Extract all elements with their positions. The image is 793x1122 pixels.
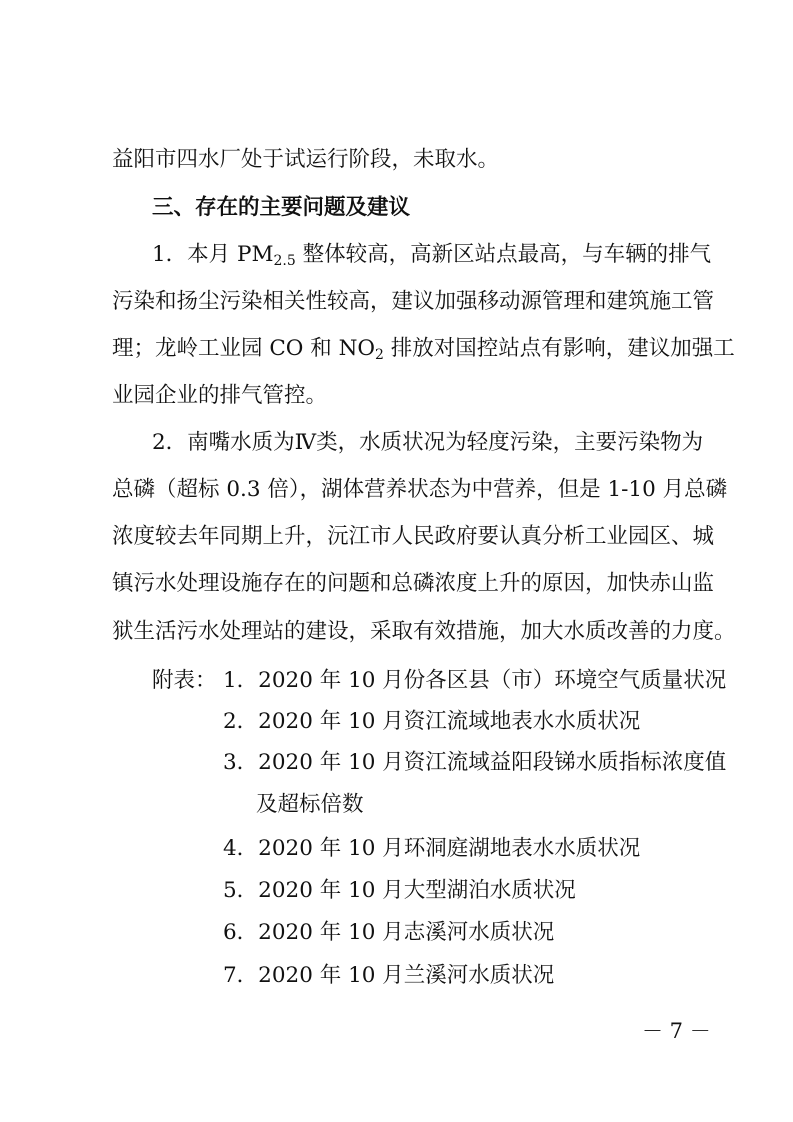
attachment-item: 3．2020 年 10 月资江流域益阳段锑水质指标浓度值: [223, 750, 727, 775]
issue1-line3-before: 理；龙岭工业园 CO 和 NO: [112, 336, 376, 361]
attachment-item-continuation: 及超标倍数: [256, 792, 364, 817]
issue2-line2: 总磷（超标 0.3 倍），湖体营养状态为中营养，但是 1-10 月总磷: [112, 477, 728, 502]
issue2-line3: 浓度较去年同期上升，沅江市人民政府要认真分析工业园区、城: [112, 524, 715, 549]
attachments-label: 附表：: [152, 668, 217, 693]
issue2-line5: 狱生活污水处理站的建设，采取有效措施，加大水质改善的力度。: [112, 619, 736, 644]
issue1-line2: 污染和扬尘污染相关性较高，建议加强移动源管理和建筑施工管: [112, 289, 715, 314]
attachment-item: 4．2020 年 10 月环洞庭湖地表水水质状况: [223, 836, 641, 861]
pm-subscript: 2.5: [273, 253, 296, 269]
issue1-line1: [112, 240, 712, 270]
issue2-line4: 镇污水处理设施存在的问题和总磷浓度上升的原因，加快赤山监: [112, 571, 715, 596]
attachment-item: 1．2020 年 10 月份各区县（市）环境空气质量状况: [223, 668, 727, 693]
attachment-item: 6．2020 年 10 月志溪河水质状况: [223, 920, 555, 945]
attachment-item: 7．2020 年 10 月兰溪河水质状况: [223, 963, 555, 988]
issue1-line1-after: 整体较高，高新区站点最高，与车辆的排气: [295, 242, 712, 267]
no2-subscript: 2: [375, 347, 384, 363]
page-number: － 7 －: [642, 1019, 711, 1043]
intro-line: 益阳市四水厂处于试运行阶段，未取水。: [112, 147, 500, 172]
issue1-line4: 业园企业的排气管控。: [112, 383, 328, 408]
issue1-line1-before: 1．本月 PM: [152, 242, 274, 267]
attachment-item: 2．2020 年 10 月资江流域地表水水质状况: [223, 709, 641, 734]
attachment-item: 5．2020 年 10 月大型湖泊水质状况: [223, 878, 576, 903]
issue2-line1: 2．南嘴水质为Ⅳ类，水质状况为轻度污染，主要污染物为: [152, 430, 704, 455]
section-heading: 三、存在的主要问题及建议: [152, 195, 411, 220]
issue1-line3-after: 排放对国控站点有影响，建议加强工: [383, 336, 735, 361]
issue1-line3: [112, 334, 735, 364]
